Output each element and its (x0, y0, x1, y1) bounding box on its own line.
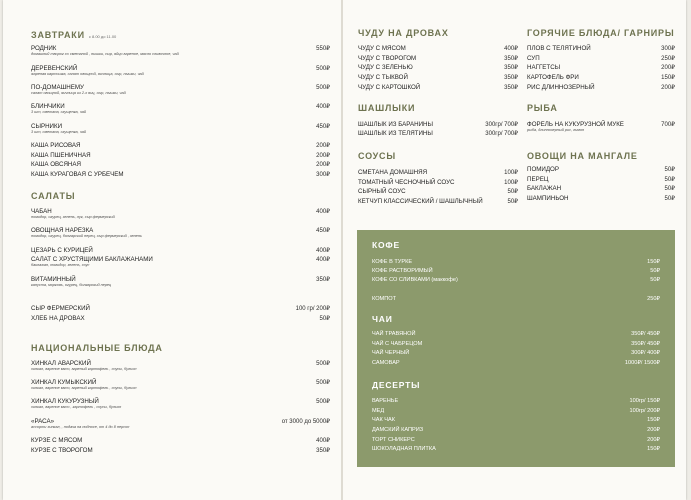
item-description: 3 шт, сметана, сгущенка, чай (31, 130, 86, 134)
item-description: домашний творог со сметаной , пышки, сыр, яйцо вареное, масло сливочное, чай (31, 52, 179, 56)
item-name: ТОРТ СНИКЕРС (372, 437, 415, 443)
item-price: 50₽ (507, 189, 518, 195)
item-description: помидор, огурец, болгарский перец, сыр фермерский , зелень (31, 234, 142, 238)
breakfast-menu-item (31, 123, 330, 135)
item-name: ФОРЕЛЬ НА КУКУРУЗНОЙ МУКЕ (527, 121, 624, 128)
hot-menu-item (527, 84, 675, 96)
coffee-heading: КОФЕ (372, 240, 400, 250)
salads-menu-item (31, 315, 330, 327)
item-name: ЧАЙ ЧЕРНЫЙ (372, 350, 410, 356)
item-price: 350₽ (316, 277, 330, 283)
item-name: КАША ПШЕНИЧНАЯ (31, 152, 91, 159)
item-price: 50₽ (664, 186, 675, 192)
item-name: СЫР ФЕРМЕРСКИЙ (31, 305, 90, 312)
breakfast-menu-item (31, 171, 330, 183)
national-title: НАЦИОНАЛЬНЫЕ БЛЮДА (31, 343, 163, 353)
item-price: 300гр/ 700₽ (485, 131, 518, 137)
salads-title: САЛАТЫ (31, 191, 76, 201)
breakfast-menu-item (31, 65, 330, 77)
coffee-menu-item (372, 277, 660, 285)
sauces-menu-item (358, 198, 518, 210)
item-price: 150₽ (647, 417, 660, 423)
coffee-menu-item (372, 268, 660, 276)
shashlik-title: ШАШЛЫКИ (358, 103, 416, 113)
item-name: ЧУДУ С МЯСОМ (358, 45, 406, 52)
item-price: 500₽ (316, 85, 330, 91)
tea-menu-item (372, 360, 660, 368)
item-name: КАРТОФЕЛЬ ФРИ (527, 74, 579, 81)
grill_veg-heading (527, 151, 638, 161)
desserts-menu-item (372, 427, 660, 435)
item-price: от 3000 до 5000₽ (281, 419, 330, 425)
desserts-menu-item (372, 408, 660, 416)
item-price: 500₽ (316, 380, 330, 386)
item-name: ПЕРЕЦ (527, 176, 549, 183)
item-name: КОМПОТ (372, 296, 396, 302)
item-price: 100₽ (504, 170, 518, 176)
item-price: 500₽ (316, 66, 330, 72)
salads-menu-item (31, 256, 330, 268)
item-name: ЧАЙ С ЧАБРЕЦОМ (372, 341, 423, 347)
item-price: 500₽ (316, 361, 330, 367)
item-price: 350₽ (504, 75, 518, 81)
item-name: ПЛОВ С ТЕЛЯТИНОЙ (527, 45, 591, 52)
grill_veg-menu-item (527, 195, 675, 207)
item-price: 700₽ (661, 122, 675, 128)
shashlik-heading (358, 103, 415, 113)
item-description: жареная картошка, салат овощной, яичница, сыр, пышки, чай (31, 72, 144, 76)
national-menu-item (31, 398, 330, 410)
fish-menu-item (527, 121, 675, 133)
item-description: помидор, огурец, зелень, лук, сыр фермерский (31, 215, 115, 219)
item-description: рыба, длиннозерный рис, лимон (527, 128, 585, 132)
item-name: ПО-ДОМАШНЕМУ (31, 84, 84, 91)
item-price: 150₽ (661, 75, 675, 81)
item-name: ЦЕЗАРЬ С КУРИЦЕЙ (31, 247, 93, 254)
tea-heading: ЧАИ (372, 314, 393, 324)
item-price: 550₽ (316, 46, 330, 52)
desserts-menu-item (372, 437, 660, 445)
item-name: СЫРНИКИ (31, 123, 63, 130)
desserts-heading: ДЕСЕРТЫ (372, 380, 421, 390)
chudu-heading (358, 28, 449, 38)
page-fold (341, 0, 343, 500)
item-price: 50₽ (664, 196, 675, 202)
item-name: ШАШЛЫК ИЗ БАРАНИНЫ (358, 121, 433, 128)
item-name: СУП (527, 55, 540, 62)
item-price: 500₽ (316, 399, 330, 405)
item-price: 50₽ (664, 167, 675, 173)
item-price: 150₽ (647, 259, 660, 265)
item-name: ШАМПИНЬОН (527, 195, 569, 202)
item-name: ОВОЩНАЯ НАРЕЗКА (31, 227, 94, 234)
item-price: 250₽ (661, 56, 675, 62)
item-name: КУРЗЕ С ТВОРОГОМ (31, 447, 93, 454)
breakfast-menu-item (31, 103, 330, 115)
item-price: 50₽ (664, 177, 675, 183)
item-name: ЧУДУ С ТЫКВОЙ (358, 74, 408, 81)
item-price: 350₽/ 450₽ (631, 341, 660, 347)
salads-menu-item (31, 276, 330, 288)
item-price: 100 гр/ 200₽ (295, 306, 330, 312)
item-price: 1000₽/ 1500₽ (624, 360, 660, 366)
item-name: ШАШЛЫК ИЗ ТЕЛЯТИНЫ (358, 130, 433, 137)
coffee-menu-item (372, 259, 660, 267)
item-price: 350₽ (504, 85, 518, 91)
hot-title: ГОРЯЧИЕ БЛЮДА/ ГАРНИРЫ (527, 28, 675, 38)
item-name: МЕД (372, 408, 385, 414)
item-price: 50₽ (650, 268, 660, 274)
chudu-title: ЧУДУ НА ДРОВАХ (358, 28, 449, 38)
item-name: ЧАЙ ТРАВЯНОЙ (372, 331, 416, 337)
item-name: НАГГЕТСЫ (527, 64, 561, 71)
item-name: КАША ОВСЯНАЯ (31, 161, 81, 168)
national-menu-item (31, 360, 330, 372)
item-name: ТОМАТНЫЙ ЧЕСНОЧНЫЙ СОУС (358, 179, 455, 186)
fish-heading (527, 103, 558, 113)
item-price: 300₽/ 400₽ (631, 350, 660, 356)
national-menu-item (31, 379, 330, 391)
item-name: КОФЕ В ТУРКЕ (372, 259, 413, 265)
breakfast-menu-item (31, 45, 330, 57)
national-heading (31, 343, 163, 353)
item-price: 400₽ (316, 248, 330, 254)
item-name: СМЕТАНА ДОМАШНЯЯ (358, 169, 428, 176)
item-name: ЧУДУ С КАРТОШКОЙ (358, 84, 421, 91)
breakfast-heading (31, 30, 116, 40)
national-menu-item (31, 418, 330, 430)
item-name: БАКЛАЖАН (527, 185, 562, 192)
item-name: ХИНКАЛ КУКУРУЗНЫЙ (31, 398, 99, 405)
item-price: 450₽ (316, 124, 330, 130)
item-description: капуста, морковь, огурец, болгарский перец (31, 283, 112, 287)
item-price: 450₽ (316, 228, 330, 234)
tea-menu-item (372, 350, 660, 358)
item-name: КУРЗЕ С МЯСОМ (31, 437, 83, 444)
tea-menu-item (372, 341, 660, 349)
sauces-title: СОУСЫ (358, 151, 396, 161)
item-price: 350₽ (504, 65, 518, 71)
item-price: 200₽ (661, 85, 675, 91)
item-name: КАША РИСОВАЯ (31, 142, 81, 149)
item-name: КЕТЧУП КЛАССИЧЕСКИЙ / ШАШЛЫЧНЫЙ (358, 198, 483, 205)
item-name: ЧУДУ С ТВОРОГОМ (358, 55, 417, 62)
desserts-menu-item (372, 398, 660, 406)
item-name: «РАСА» (31, 418, 55, 425)
item-name: ЧАБАН (31, 208, 52, 215)
item-price: 200₽ (316, 143, 330, 149)
breakfast-hours: с 8.00 до 11.00 (88, 34, 117, 39)
item-name: ХИНКАЛ КУМЫКСКИЙ (31, 379, 97, 386)
item-name: ЧАК ЧАК (372, 417, 395, 423)
salads-menu-item (31, 208, 330, 220)
hot-heading (527, 28, 674, 38)
item-description: хинкал, вареное мясо , картофель , соусы, бульон (31, 405, 122, 409)
item-name: КОФЕ СО СЛИВКАМИ (маккофе) (372, 277, 458, 283)
item-price: 200₽ (647, 437, 660, 443)
item-description: салат овощной, яичница из 2-х яиц, сыр, пышки, чай (31, 91, 126, 95)
item-name: ХИНКАЛ АВАРСКИЙ (31, 360, 91, 367)
item-name: СЫРНЫЙ СОУС (358, 188, 406, 195)
item-name: ДАМСКИЙ КАПРИЗ (372, 427, 424, 433)
item-name: ШОКОЛАДНАЯ ПЛИТКА (372, 446, 436, 452)
item-name: РИС ДЛИННОЗЕРНЫЙ (527, 84, 595, 91)
tea-menu-item (372, 331, 660, 339)
item-description: хинкал, вареное мясо, вареный картофель , соусы, бульон (31, 386, 137, 390)
item-price: 300₽ (316, 172, 330, 178)
item-price: 400₽ (316, 104, 330, 110)
item-price: 400₽ (504, 46, 518, 52)
item-price: 150₽ (647, 446, 660, 452)
breakfast-title: ЗАВТРАКИ (31, 30, 85, 40)
item-price: 100гр/ 200₽ (629, 408, 660, 414)
item-price: 50₽ (319, 316, 330, 322)
item-name: КАША КУРАГОВАЯ С УРБЕЧЕМ (31, 171, 124, 178)
chudu-menu-item (358, 84, 518, 96)
item-price: 350₽/ 450₽ (631, 331, 660, 337)
item-price: 200₽ (661, 65, 675, 71)
item-name: КОФЕ РАСТВОРИМЫЙ (372, 268, 433, 274)
item-price: 250₽ (647, 296, 660, 302)
item-name: САЛАТ С ХРУСТЯЩИМИ БАКЛАЖАНАМИ (31, 256, 153, 263)
item-name: ЧУДУ С ЗЕЛЕНЬЮ (358, 64, 413, 71)
item-name: РОДНИК (31, 45, 57, 52)
grill_veg-title: ОВОЩИ НА МАНГАЛЕ (527, 151, 638, 161)
item-price: 350₽ (504, 56, 518, 62)
item-name: ВИТАМИННЫЙ (31, 276, 76, 283)
salads-menu-item (31, 227, 330, 239)
item-price: 300гр/ 700₽ (485, 122, 518, 128)
item-description: хинкал, вареное мясо, вареный картофель , соусы, бульон (31, 367, 137, 371)
item-name: САМОВАР (372, 360, 400, 366)
item-price: 50₽ (507, 199, 518, 205)
desserts-menu-item (372, 446, 660, 454)
item-price: 50₽ (650, 277, 660, 283)
salads-heading (31, 191, 75, 201)
item-description: ассорти хинкал, , подача на подносе, от 4 до 8 персон (31, 425, 130, 429)
item-price: 100₽ (504, 180, 518, 186)
item-price: 200₽ (647, 427, 660, 433)
shashlik-menu-item (358, 130, 518, 142)
item-name: ВАРЕНЬЕ (372, 398, 399, 404)
item-description: баклажан, помидор, зелень, соус (31, 263, 90, 267)
coffee-menu-item (372, 296, 660, 304)
item-price: 400₽ (316, 257, 330, 263)
breakfast-menu-item (31, 84, 330, 96)
sauces-heading (358, 151, 396, 161)
item-price: 400₽ (316, 438, 330, 444)
item-price: 350₽ (316, 448, 330, 454)
item-name: ХЛЕБ НА ДРОВАХ (31, 315, 85, 322)
fish-title: РЫБА (527, 103, 558, 113)
desserts-menu-item (372, 417, 660, 425)
item-price: 200₽ (316, 153, 330, 159)
item-description: 3 шт, сметана, сгущенка, чай (31, 110, 86, 114)
national-menu-item (31, 447, 330, 459)
item-name: ПОМИДОР (527, 166, 559, 173)
item-price: 200₽ (316, 162, 330, 168)
item-name: ДЕРЕВЕНСКИЙ (31, 65, 78, 72)
item-price: 400₽ (316, 209, 330, 215)
item-price: 100гр/ 150₽ (629, 398, 660, 404)
item-price: 300₽ (661, 46, 675, 52)
item-name: БЛИНЧИКИ (31, 103, 65, 110)
